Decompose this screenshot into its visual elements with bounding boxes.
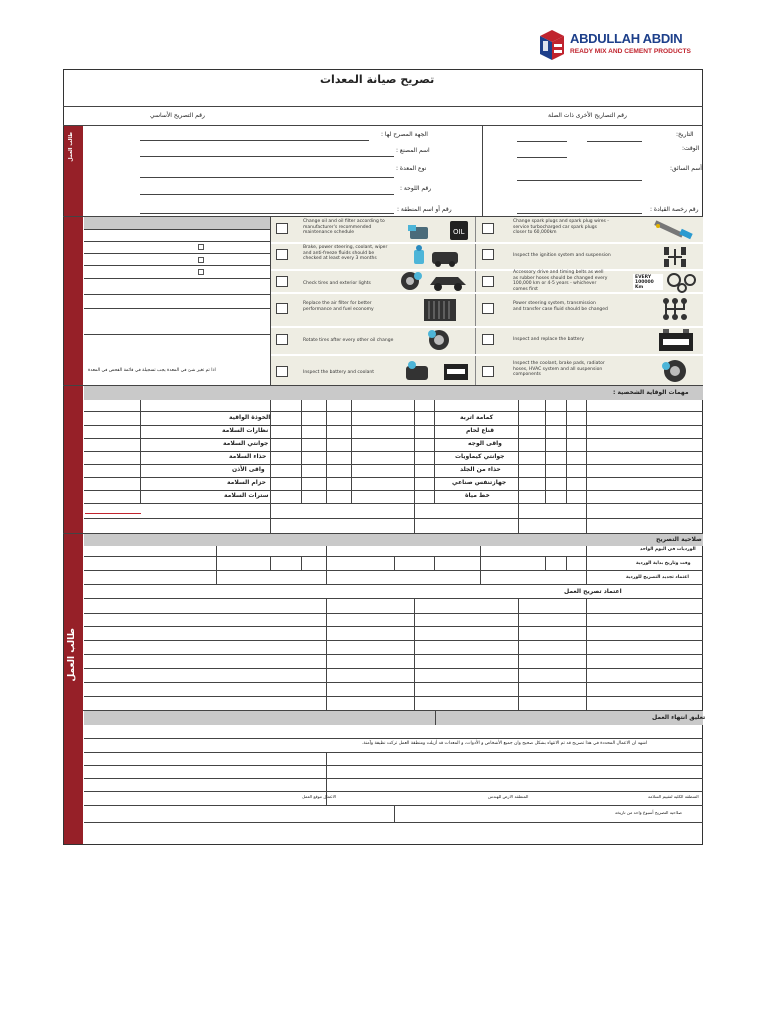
ppe-table [84,400,703,533]
driver-name-field[interactable] [517,180,642,181]
company-tagline: READY MIX AND CEMENT PRODUCTS [570,48,691,55]
maint-item-12: Inspect the coolant, brake pads, radiator hoses, HVAC system and all suspension components [513,361,605,378]
tire-car-icon [400,270,472,292]
closure-sign-engineer: المنطقة الارض للهندس [488,794,529,799]
side-bar-ppe [64,385,83,533]
area-label: رقم أو اسم المنطقة : [397,206,452,213]
battery-coolant-icon [402,358,470,384]
plate-number-field[interactable] [140,194,394,195]
maint-checkbox-11[interactable] [276,366,288,377]
ppe-safety-harness: حزام السلامة [227,479,266,486]
transmission-icon [660,296,690,322]
related-permits-label: رقم التصاريح الأخرى ذات الصلة [548,112,627,119]
closure-header: تعليق انتهاء العمل [652,714,706,721]
maint-checkbox-5[interactable] [276,276,288,287]
validity-renewal-approval: اعتماد تجديد التصريح للوردية [626,575,689,580]
maint-item-2: Change spark plugs and spark plug wires - service turbocharged car spark plugs closer to 60,000km [513,219,609,236]
maint-checkbox-12[interactable] [482,366,494,377]
driver-name-label: أسم السائق: [670,165,702,172]
maint-item-4: Inspect the ignition system and suspension [513,253,611,258]
inspection-checkbox-1[interactable] [198,244,204,250]
side-label-worker: طالب العمل [67,628,77,682]
closure-header-band [84,711,706,725]
red-underline [85,513,141,514]
ppe-respirator: جهازتنفس صناعي [452,479,507,486]
company-name: ABDULLAH ABDIN [570,31,683,46]
maint-checkbox-7[interactable] [276,303,288,314]
belt-icon [666,272,700,294]
side-label-requester: طالب العمل [68,132,74,162]
logo-mark-icon [538,28,570,62]
permit-validity-note: صلاحية التصريح أسبوع واحد من تاريخه [615,810,682,815]
maint-checkbox-2[interactable] [482,223,494,234]
equipment-type-label: نوع المعدة : [396,165,427,172]
factory-name-label: اسم المصنع : [396,147,430,154]
work-permit-approval: اعتماد تصريح العمل [564,588,622,595]
ppe-chemical-gloves: جوانتي كيماويات [455,453,505,460]
maint-checkbox-6[interactable] [482,276,494,287]
spark-plug-icon [650,219,700,241]
ppe-ear-protection: واقى الأذن [232,466,265,473]
closure-sign-safety: المنطقة الكلية لتقييم السلامة [648,794,699,799]
inspection-note: اذا تم تغير شئ في المعدة يجب تسجيلة في قائمة الفحص في المعدة [88,368,216,373]
svg-text:OIL: OIL [453,228,465,236]
maint-checkbox-8[interactable] [482,303,494,314]
maint-item-5: Check tires and exterior lights [303,281,371,286]
inspection-list-header [84,217,270,229]
maint-item-10: Inspect and replace the battery [513,337,585,342]
ppe-welding-mask: قناع لحام [466,427,495,434]
main-permit-number-label: رقم التصريح الأساسي [150,112,205,119]
validity-shift-start: وقت وتاريخ بداية الوردية [636,561,691,566]
validity-table [84,546,703,710]
maint-checkbox-9[interactable] [276,334,288,345]
ppe-safety-vests: سترات السلامة [224,492,269,499]
inspection-checkbox-3[interactable] [198,269,204,275]
ppe-water-line: خط مياة [465,492,490,499]
date-field-1[interactable] [517,141,567,142]
maint-item-9: Rotate tires after every other oil change [303,338,394,343]
plate-number-label: رقم اللوحة : [400,185,432,192]
ppe-leather-shoes: حذاء من الجلد [460,466,501,473]
ppe-dust-mask: كمامة اتربة [460,414,494,421]
maint-item-3: Brake, power steering, coolant, wiper and anti-freeze fluids should be checked at least every 3 months [303,245,388,262]
time-label: الوقت: [682,145,700,152]
license-number-field[interactable] [517,213,642,214]
air-filter-icon [420,295,460,325]
maint-item-6: Accessory drive and timing belts as well as rubber hoses should be changed every 100,000 km or 4-5 years - whichever comes first [513,270,608,292]
maint-item-7: Replace the air filter for better performance and fuel economy [303,301,374,312]
suspension-icon [662,245,688,269]
authorized-party-label: الجهة المصرح لها : [381,131,428,138]
form-title: تصريح صيانة المعدات [320,73,435,86]
closure-sign-site: الاعمال موقع العمل [302,794,337,799]
ppe-header-band [84,386,703,400]
maint-checkbox-10[interactable] [482,334,494,345]
side-bar-maintenance [64,217,83,385]
area-field[interactable] [140,213,394,214]
validity-header: صلاحية التصريح [656,536,702,543]
time-field[interactable] [517,157,567,158]
oil-can-icon [406,219,468,241]
factory-name-field[interactable] [140,156,394,157]
authorized-party-field[interactable] [140,140,369,141]
ppe-helmet: الخوذة الواقية [229,414,271,421]
inspection-checkbox-2[interactable] [198,257,204,263]
validity-header-band [84,534,703,546]
maint-item-8: Power steering system, transmission and transfer case fluid should be changed [513,301,608,312]
maint-checkbox-3[interactable] [276,249,288,260]
every-100000-text: EVERY 100000 Km [635,275,654,291]
maint-checkbox-1[interactable] [276,223,288,234]
battery-icon [656,327,696,353]
closure-declaration: اشهد ان الاعمال المحددة في هذا تصريح قد تم الانتهاء بشكل صحيح وان جميع الأشخاص و الأدوات، و المعدات قد أزيلت ومنطقة العمل تركت نظيفة وآمنة. [362,741,648,746]
maint-checkbox-4[interactable] [482,249,494,260]
ppe-safety-shoes: حذاء السلامة [229,453,267,460]
ppe-safety-gloves: جوانتي السلامة [223,440,269,447]
maint-item-11: Inspect the battery and coolant [303,370,374,375]
license-number-label: رقم رخصة القيادة : [650,206,699,213]
ppe-header: مهمات الوقاية الشخصية : [613,389,689,396]
side-bar-worker [64,533,83,844]
every-100000-badge [633,274,663,290]
brake-disc-icon [658,358,692,384]
validity-shifts-per-day: الورديات في اليوم الواحد [640,547,696,552]
date-field-2[interactable] [587,141,642,142]
fluid-check-icon [408,244,466,268]
ppe-safety-glasses: نظارات السلامة [222,427,269,434]
equipment-type-field[interactable] [140,177,394,178]
date-label: التاريخ: [676,131,694,138]
ppe-face-shield: واقى الوجه [468,440,502,447]
company-logo [538,28,698,68]
tire-rotate-icon [426,328,452,352]
maint-item-1: Change oil and oil filter according to manufacturer's recommended maintenance schedule [303,219,385,236]
